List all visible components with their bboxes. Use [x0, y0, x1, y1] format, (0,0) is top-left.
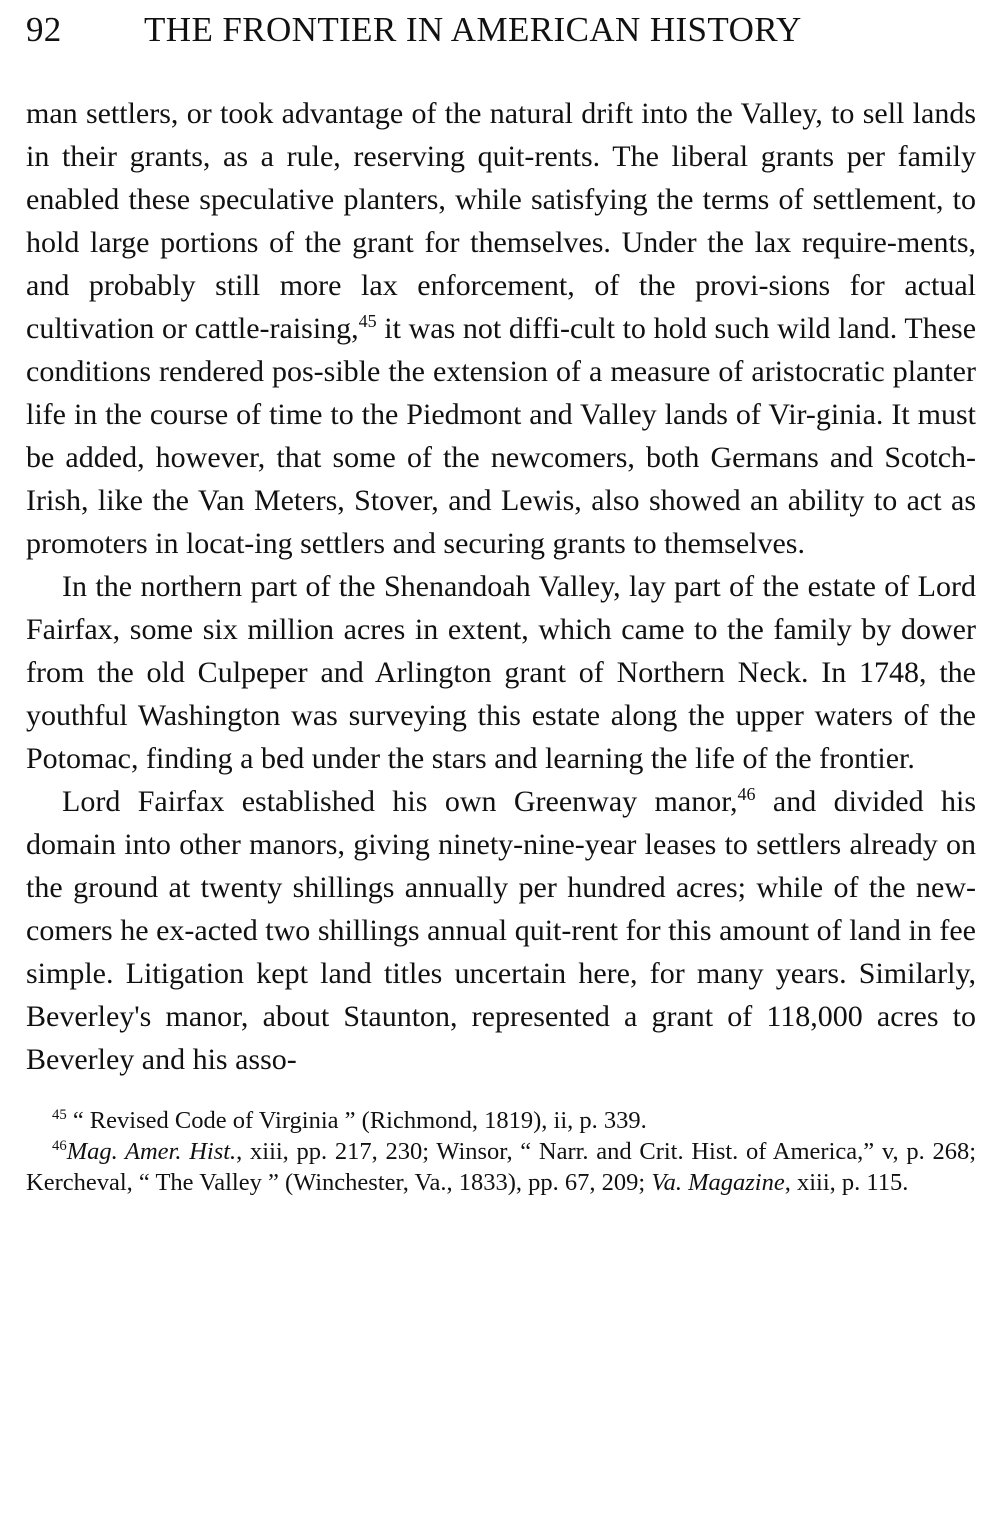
paragraph-3 — [26, 780, 976, 1081]
footnote-text: “ Revised Code of Virginia ” (Richmond, 1819), ii, p. 339. — [66, 1107, 647, 1134]
footnotes — [26, 1105, 976, 1198]
footnote-marker: 46 — [52, 1137, 67, 1154]
paragraph-1 — [26, 92, 976, 565]
footnote-ref-45: 45 — [358, 311, 377, 331]
footnote-ref-46: 46 — [737, 784, 756, 804]
paragraph-text: man settlers, or took advantage of the natural drift into the Valley, to sell lands in their grants, as a rule, reserving quit-rents. The liberal grants per family enabled these speculative planters, while satisfying the terms of settlement, to hold large portions of the grant for themselves. Under the lax require-ments, and probably still more lax enforcement, of the provi-sions for actual cultivation or cattle-raising, — [26, 97, 976, 345]
footnote-text: , xiii, pp. 217, 230; Winsor, “ Narr. and Crit. Hist. of America,” v, p. 268; Kercheval, “ The Valley ” (Winchester, Va., 1833), pp. 67, 209; — [26, 1138, 976, 1196]
footnote-46 — [26, 1136, 976, 1198]
footnote-text: , xiii, p. 115. — [784, 1169, 909, 1196]
paragraph-text: Lord Fairfax established his own Greenway manor, — [62, 785, 738, 818]
footnote-source-title: Mag. Amer. Hist. — [66, 1138, 237, 1165]
paragraph-text: and divided his domain into other manors, giving ninety-nine-year leases to settlers already on the ground at twenty shillings annually per hundred acres; while of the new-comers he ex-acted two shillings annual quit-rent for this amount of land in fee simple. Litigation kept land titles uncertain here, for many years. Similarly, Beverley's manor, about Staunton, represented a grant of 118,000 acres to Beverley and his asso- — [26, 785, 976, 1076]
footnote-45 — [26, 1105, 976, 1136]
paragraph-text: it was not diffi-cult to hold such wild land. These conditions rendered pos-sible the extension of a measure of aristocratic planter life in the course of time to the Piedmont and Valley lands of Vir-ginia. It must be added, however, that some of the newcomers, both Germans and Scotch-Irish, like the Van Meters, Stover, and Lewis, also showed an ability to act as promoters in locat-ing settlers and securing grants to themselves. — [26, 312, 977, 560]
footnote-source-title: Va. Magazine — [651, 1169, 785, 1196]
running-head — [26, 6, 976, 54]
page-number: 92 — [26, 10, 62, 49]
running-title: THE FRONTIER IN AMERICAN HISTORY — [144, 10, 802, 49]
book-page — [26, 6, 976, 1198]
paragraph-2 — [26, 565, 976, 780]
paragraph-text: In the northern part of the Shenandoah Valley, lay part of the estate of Lord Fairfax, some six million acres in extent, which came to the family by dower from the old Culpeper and Arlington grant of Northern Neck. In 1748, the youthful Washington was surveying this estate along the upper waters of the Potomac, finding a bed under the stars and learning the life of the frontier. — [26, 570, 976, 775]
footnote-marker: 45 — [52, 1106, 67, 1123]
body-text — [26, 92, 976, 1081]
